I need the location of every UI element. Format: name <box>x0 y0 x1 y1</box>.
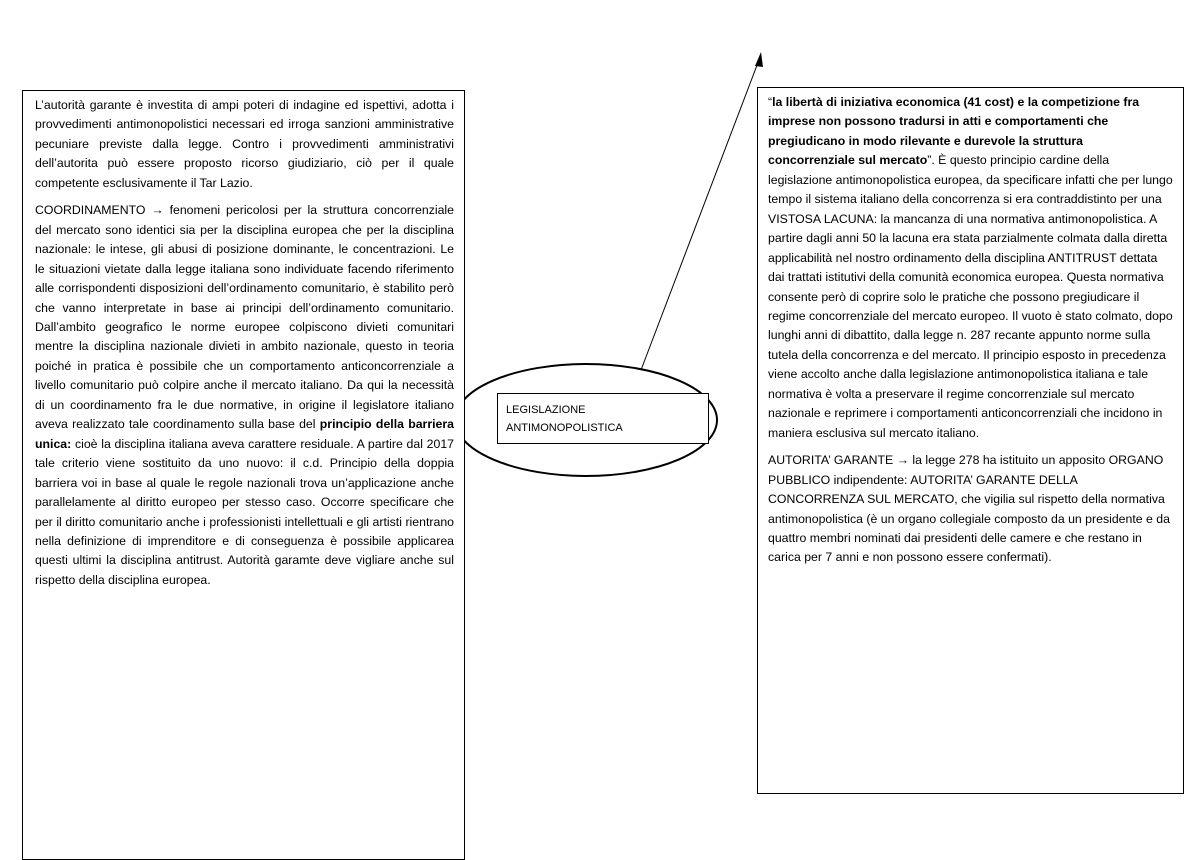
left-paragraph-2 <box>35 201 454 590</box>
coordinamento-heading: COORDINAMENTO <box>35 203 146 218</box>
arrow-head <box>755 52 763 67</box>
left-p2-text-a: fenomeni pericolosi per la struttura concorrenziale del mercato sono identici sia per la disciplina europea che per la disciplina nazionale: le intese, gli abusi di posizione dominante, le concentrazioni. Le le situazioni vietate dalla legge italiana sono individuate facendo riferimento alle corrispondenti disposizioni dell’ordinamento comunitario, è stabilito però che vanno interpretate in base ai principi dell’ordinamento comunitario. Dall’ambito geografico le norme europee colpiscono divieti comunitari mentre la disciplina nazionale divieti in ambito nazionale, questo in teoria poiché in pratica è possibile che un comportamento anticoncorrenziale a livello comunitario può colpire anche il mercato italiano. Da qui la necessità di un coordinamento fra le due normative, in origine il legislatore italiano aveva realizzato tale coordinamento sulla base del <box>35 203 454 432</box>
barriera-unica-bold: principio della barriera unica: <box>35 417 455 451</box>
right-p2-text: la legge 278 ha istituito un apposito ORGANO PUBBLICO indipendente: AUTORITA’ GARANTE DELLA CONCORRENZA SUL MERCATO, che vigilia sul rispetto della normativa antimonopolistica (è un organo collegiale composto da un presidente e da quattro membri nominati dai presidenti delle camere e che restano in carica per 7 anni e non possono essere confermati). <box>768 453 1170 565</box>
right-paragraph-1 <box>768 93 1173 443</box>
autorita-garante-heading: AUTORITA’ GARANTE <box>768 453 894 468</box>
principle-quote-bold: la libertà di iniziativa economica (41 cost) e la competizione fra imprese non possono tradursi in atti e comportamenti che pregiudicano in modo rilevante e durevole la struttura concorrenziale sul mercato <box>768 95 1140 168</box>
left-p2-text-b: cioè la disciplina italiana aveva carattere residuale. A partire dal 2017 tale criterio viene sostituito da uno nuovo: il c.d. Principio della doppia barriera voi in base al quale le regole nazionali trova un’applicazione anche parallelamente al diritto europeo per stesso caso. Occorre specificare che per il diritto comunitario anche i professionisti intellettuali e gli artisti rientrano nella definizione di imprenditore e di conseguenza è possibile applicarea questi ultimi la disciplina antitrust. Autorità garamte deve vigliare anche sul rispetto della disciplina europea. <box>35 436 455 587</box>
left-text-box <box>22 90 465 860</box>
right-text-box <box>757 87 1184 794</box>
center-label-text: LEGISLAZIONE ANTIMONOPOLISTICA <box>506 404 623 434</box>
arrow-right-icon: → <box>151 203 164 218</box>
right-p1-text: questo principio cardine della legislazione antimonopolistica europea, da specificare infatti che per lungo tempo il sistema italiano della concorrenza si era contraddistinto per una VISTOSA LACUNA: la mancanza di una normativa antimonopolistica. A partire dagli anni 50 la lacuna era stata parzialmente colmata dalla diretta applicabilità nel nostro ordinamento della disciplina ANTITRUST dettata dai trattati istitutivi della comunità economica europea. Questa normativa consente però di coprire solo le pratiche che possono pregiudicare il regime concorrenziale del mercato europeo. Il vuoto è stato colmato, dopo lunghi anni di dibattito, dalla legge n. 287 recante appunto norme sulla tutela della concorrenza e del mercato. Il principio esposto in precedenza viene accolto anche dalla legislazione antimonopolistica italiana e tale normativa è volta a preservare il regime concorrenziale sul mercato nazionale e reprimere i comportamenti anticoncorrenziali che incidono in maniera esclusiva sul mercato italiano. <box>768 153 1173 440</box>
arrow-right-icon: → <box>896 453 909 468</box>
close-quote: ”. È <box>927 153 947 168</box>
left-p1-text: L’autorità garante è investita di ampi poteri di indagine ed ispettivi, adotta i provvedimenti antimonopolistici necessari ed irroga sanzioni amministrative pecuniare previste dalla legge. Contro i provvedimenti amministrativi dell’autorita può essere proposto ricorso giudiziario, ciò per il quale competente esclusivamente il Tar Lazio. <box>35 98 454 190</box>
right-paragraph-2 <box>768 451 1173 568</box>
arrow-line <box>641 60 759 370</box>
open-quote: “ <box>768 95 773 109</box>
left-paragraph-1 <box>35 96 454 193</box>
center-label-box <box>497 393 709 444</box>
